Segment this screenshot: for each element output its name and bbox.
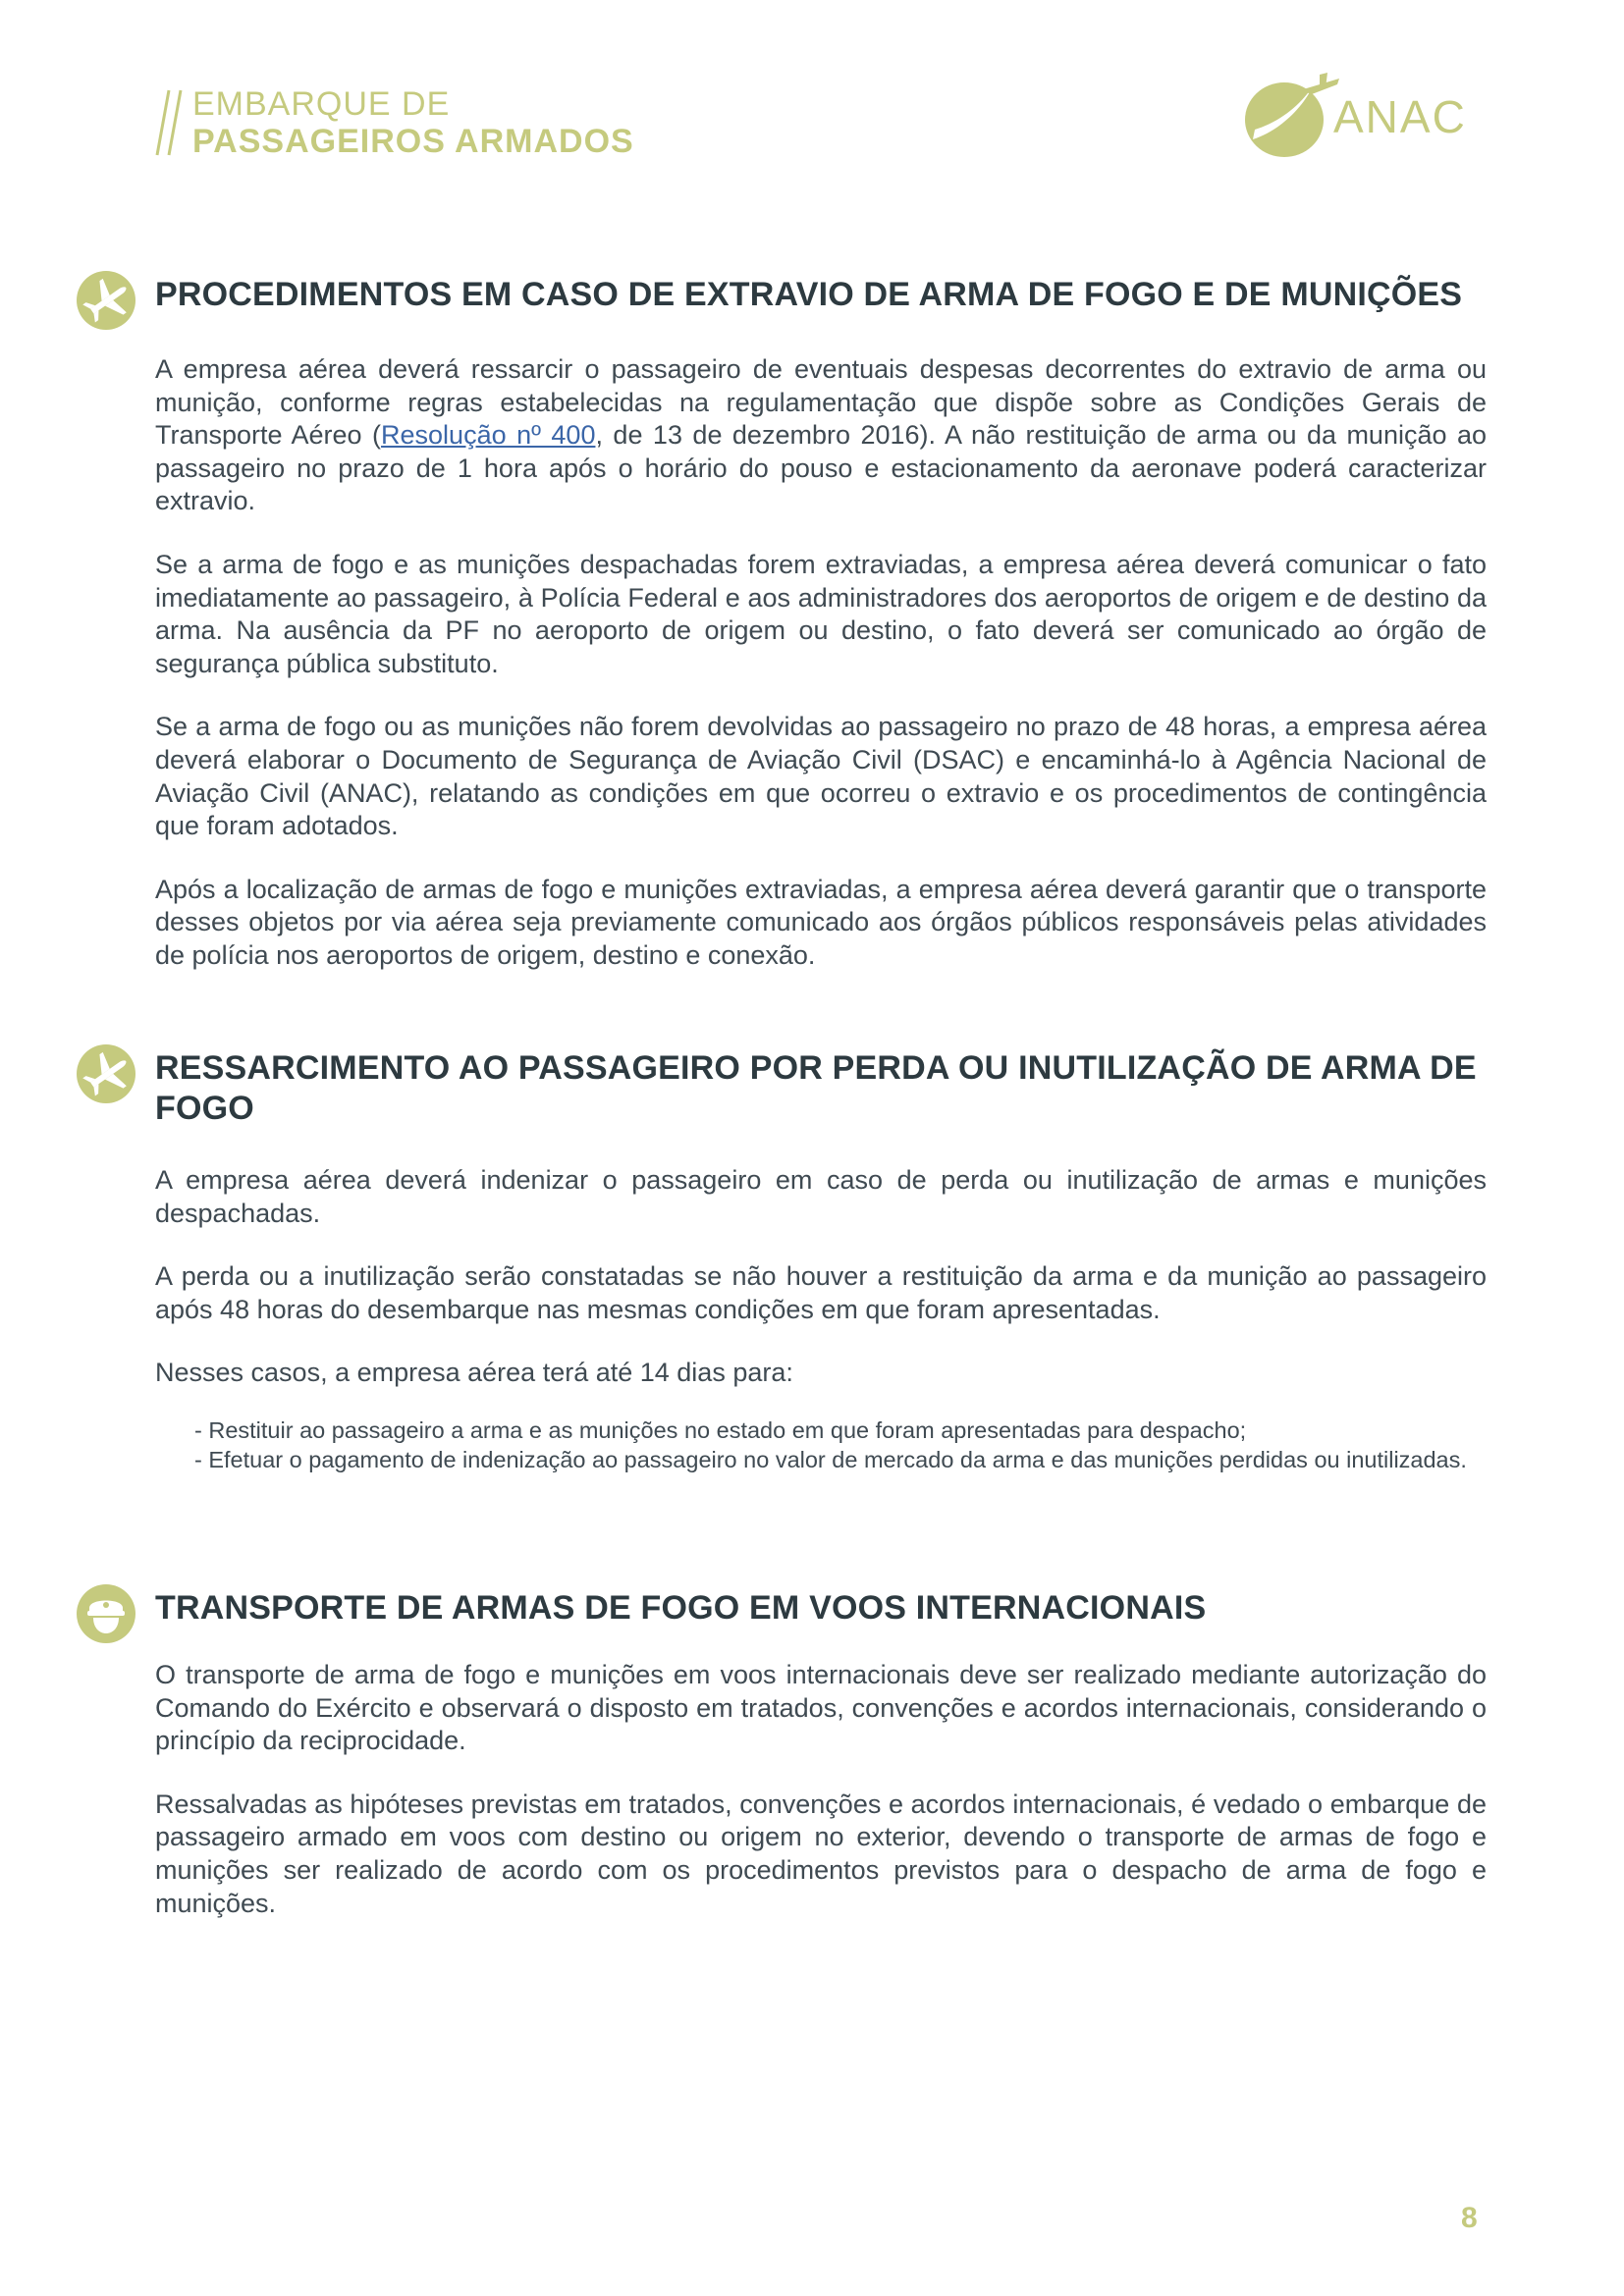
- airplane-icon: [77, 1044, 135, 1103]
- anac-logo-text: ANAC: [1333, 91, 1467, 142]
- paragraph: A perda ou a inutilização serão constatadas se não houver a restituição da arma e da munição ao passageiro após 48 horas do desembarque nas mesmas condições em que foram apresentadas.: [155, 1261, 1487, 1324]
- paragraph: A empresa aérea deverá indenizar o passageiro em caso de perda ou inutilização de armas e munições despachadas.: [155, 1165, 1487, 1228]
- paragraph: Após a localização de armas de fogo e munições extraviadas, a empresa aérea deverá garantir que o transporte desses objetos por via aérea seja previamente comunicado aos órgãos públicos responsáveis pelas atividades de polícia nos aeroportos de origem, destino e conexão.: [155, 874, 1487, 970]
- officer-icon: [77, 1584, 135, 1643]
- header-title-line1: EMBARQUE DE: [192, 85, 451, 123]
- anac-logo: [1243, 71, 1489, 164]
- paragraph: Se a arma de fogo ou as munições não forem devolvidas ao passageiro no prazo de 48 horas, a empresa aérea deverá elaborar o Documento de Segurança de Aviação Civil (DSAC) e encaminhá-lo à Agência Nacional de Aviação Civil (ANAC), relatando as condições em que ocorreu o extravio e os procedimentos de contingência que foram adotados.: [155, 712, 1487, 841]
- paragraph: Se a arma de fogo e as munições despachadas forem extraviadas, a empresa aérea deverá comunicar o fato imediatamente ao passageiro, à Polícia Federal e aos administradores dos aeroportos de origem e de destino da arma. Na ausência da PF no aeroporto de origem ou destino, o fato deverá ser comunicado ao órgão de segurança pública substituto.: [155, 549, 1487, 678]
- bullet-list: [155, 1415, 1487, 1475]
- section-internacionais: [155, 1588, 1487, 1950]
- list-item: - Restituir ao passageiro a arma e as munições no estado em que foram apresentadas para despacho;: [194, 1416, 1247, 1443]
- double-slash-mark: [155, 88, 183, 157]
- resolucao-400-link[interactable]: Resolução nº 400: [381, 420, 596, 451]
- paragraph: Nesses casos, a empresa aérea terá até 14 dias para:: [155, 1358, 793, 1388]
- paragraph: Ressalvadas as hipóteses previstas em tratados, convenções e acordos internacionais, é vedado o embarque de passageiro armado em voos com destino ou origem no exterior, devendo o transporte de armas de fogo e munições ser realizado de acordo com os procedimentos previstos para o despacho de arma de fogo e munições.: [155, 1789, 1487, 1918]
- section-title: TRANSPORTE DE ARMAS DE FOGO EM VOOS INTERNACIONAIS: [155, 1589, 1207, 1627]
- header-title-line2: PASSAGEIROS ARMADOS: [192, 123, 634, 160]
- section-extravio: [155, 275, 1487, 1003]
- paragraph: A empresa aérea deverá ressarcir o passageiro de eventuais despesas decorrentes do extravio de arma ou munição, conforme regras estabelecidas na regulamentação que dispõe sobre as Condições Gerais de Transporte Aéreo (Resolução nº 400, de 13 de dezembro 2016). A não restituição de arma ou da munição ao passageiro no prazo de 1 hora após o horário do pouso e estacionamento da aeronave poderá caracterizar extravio.: [155, 354, 1487, 516]
- airplane-icon: [77, 271, 135, 330]
- paragraph: O transporte de arma de fogo e munições em voos internacionais deve ser realizado mediante autorização do Comando do Exército e observará o disposto em tratados, convenções e acordos internacionais, considerando o princípio da reciprocidade.: [155, 1660, 1487, 1756]
- section-title: PROCEDIMENTOS EM CASO DE EXTRAVIO DE ARMA DE FOGO E DE MUNIÇÕES: [155, 276, 1463, 313]
- anac-plane-logo-icon: [1243, 71, 1341, 164]
- section-title: RESSARCIMENTO AO PASSAGEIRO POR PERDA OU INUTILIZAÇÃO DE ARMA DE FOGO: [155, 1049, 1477, 1127]
- list-item: - Efetuar o pagamento de indenização ao passageiro no valor de mercado da arma e das munições perdidas ou inutilizadas.: [194, 1447, 1467, 1473]
- section-ressarcimento: [155, 1048, 1487, 1475]
- page-number: 8: [1461, 2202, 1478, 2234]
